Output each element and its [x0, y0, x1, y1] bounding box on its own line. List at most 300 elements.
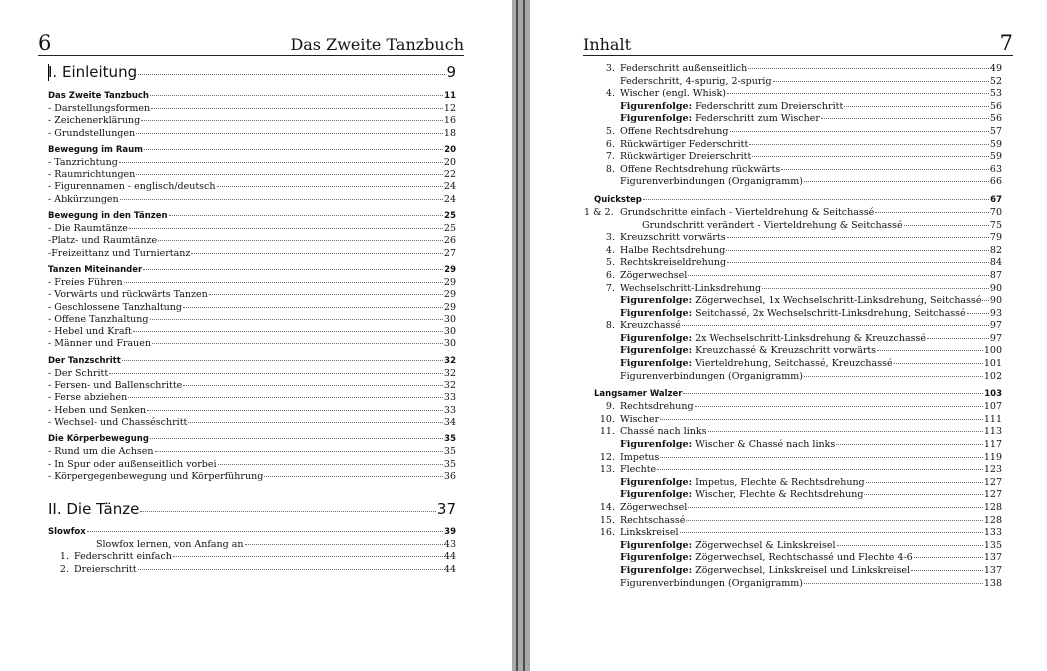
figurenfolge-label: Figurenfolge: — [620, 113, 693, 125]
toc-entry[interactable] — [594, 401, 1002, 414]
toc-page-number: 107 — [983, 401, 1002, 413]
toc-entry-title: Offene Rechtsdrehung rückwärts — [620, 163, 781, 175]
toc-entry[interactable] — [594, 502, 1002, 515]
toc-entry-number: 12. — [599, 451, 615, 463]
toc-entry[interactable] — [594, 308, 1002, 321]
right-page-number: 7 — [999, 31, 1013, 55]
toc-entry[interactable] — [594, 283, 1002, 296]
dot-leader — [837, 545, 983, 546]
toc-entry[interactable] — [594, 578, 1002, 591]
right-page-header — [583, 32, 1013, 54]
dot-leader — [151, 108, 443, 109]
toc-page-number: 90 — [989, 295, 1002, 307]
toc-entry-title: Dreierschritt — [74, 563, 137, 575]
dot-leader — [188, 422, 443, 423]
toc-entry-title: Kreuzschritt vorwärts — [620, 232, 726, 244]
toc-entry-title: Langsamer Walzer — [594, 389, 683, 400]
toc-page-number: 32 — [443, 367, 456, 379]
toc-entry-title: Rechtschassé — [620, 514, 686, 526]
figurenfolge-label: Figurenfolge: — [620, 307, 693, 319]
toc-page-number: 53 — [989, 88, 1002, 100]
toc-entry[interactable] — [48, 157, 456, 169]
toc-entry-text: Kreuzchassé & Kreuzschritt vorwärts — [692, 345, 877, 357]
toc-entry-title: - Heben und Senken — [48, 404, 147, 416]
toc-entry-title: - In Spur oder außenseitlich vorbei — [48, 458, 217, 470]
toc-entry-title: Rechtsdrehung — [620, 401, 694, 413]
toc-entry-title: - Abkürzungen — [48, 193, 119, 205]
dot-leader — [688, 275, 989, 276]
toc-page-number: 11 — [444, 91, 456, 101]
toc-chapter-entry[interactable] — [48, 433, 456, 446]
toc-entry[interactable] — [48, 194, 456, 206]
toc-entry-text: Zögerwechsel, Linkskreisel und Linkskreisel — [692, 564, 910, 576]
toc-entry[interactable] — [48, 103, 456, 115]
toc-entry[interactable] — [48, 115, 456, 127]
toc-page-number: 52 — [989, 75, 1002, 87]
toc-entry-title: Bewegung in den Tänzen — [48, 211, 168, 222]
toc-entry-title: Das Zweite Tanzbuch — [48, 91, 149, 101]
toc-entry-number: 1. — [59, 551, 69, 563]
toc-entry-title: - Der Schritt — [48, 367, 109, 379]
toc-entry-title: Wischer — [620, 413, 660, 425]
dot-leader — [683, 393, 983, 394]
toc-entry-title: Linkskreisel — [620, 527, 679, 539]
toc-entry[interactable] — [48, 380, 456, 392]
toc-entry-title: Offene Rechtsdrehung — [620, 125, 729, 137]
left-toc — [48, 60, 456, 576]
toc-entry-title — [620, 540, 836, 553]
toc-entry[interactable] — [594, 164, 1002, 177]
toc-chapter-entry[interactable] — [48, 144, 456, 157]
dot-leader — [804, 583, 983, 584]
dot-leader — [128, 397, 443, 398]
toc-page-number: 9 — [446, 63, 456, 81]
toc-chapter-entry[interactable] — [48, 210, 456, 223]
dot-leader — [217, 186, 443, 187]
toc-entry-text: Federschritt zum Dreierschritt — [692, 100, 844, 112]
toc-page-number: 35 — [443, 458, 456, 470]
toc-entry-title: - Offene Tanzhaltung — [48, 313, 149, 325]
toc-entry[interactable] — [594, 139, 1002, 152]
toc-entry-title: - Wechsel- und Chasséschritt — [48, 416, 188, 428]
toc-entry-number: 13. — [599, 464, 615, 476]
dot-leader — [136, 133, 443, 134]
toc-entry[interactable] — [594, 515, 1002, 528]
toc-page-number: 102 — [983, 370, 1002, 382]
dot-leader — [967, 313, 989, 314]
toc-page-number: 70 — [989, 206, 1002, 218]
toc-entry[interactable] — [48, 392, 456, 404]
dot-leader — [688, 507, 983, 508]
toc-page-number: 82 — [989, 244, 1002, 256]
toc-entry-title — [620, 333, 926, 346]
figurenfolge-label: Figurenfolge: — [620, 539, 693, 551]
toc-page-number: 25 — [443, 223, 456, 235]
toc-entry-title: - Darstellungsformen — [48, 103, 151, 114]
toc-entry[interactable] — [594, 414, 1002, 427]
toc-page-number: 39 — [444, 527, 456, 538]
toc-page-number: 35 — [443, 446, 456, 458]
dot-leader — [762, 288, 989, 289]
dot-leader — [682, 325, 989, 326]
toc-page-number: 12 — [443, 103, 456, 114]
dot-leader — [87, 531, 443, 532]
dot-leader — [183, 307, 443, 308]
dot-leader — [749, 144, 989, 145]
toc-entry[interactable] — [594, 76, 1002, 89]
toc-entry-number: 7. — [605, 151, 615, 163]
toc-entry[interactable] — [594, 88, 1002, 101]
toc-chapter-entry[interactable] — [48, 526, 456, 539]
toc-page-number: 35 — [444, 434, 456, 445]
toc-entry-number: 14. — [599, 502, 615, 513]
toc-entry[interactable] — [594, 101, 1002, 114]
toc-page-number: 111 — [983, 413, 1002, 425]
toc-entry-title: Impetus — [620, 451, 660, 463]
right-toc — [584, 63, 1002, 590]
toc-entry[interactable] — [594, 358, 1002, 371]
toc-chapter-entry[interactable] — [48, 264, 456, 277]
toc-page-number: 44 — [443, 563, 456, 575]
toc-entry[interactable] — [48, 338, 456, 350]
toc-page-number: 29 — [443, 289, 456, 301]
dot-leader — [752, 156, 989, 157]
toc-page-number: 75 — [989, 219, 1002, 231]
toc-entry-title: - Körpergegenbewegung und Körperführung — [48, 470, 264, 482]
toc-entry[interactable] — [594, 126, 1002, 139]
toc-page-number: 59 — [989, 138, 1002, 150]
toc-entry-title: - Figurennamen - englisch/deutsch — [48, 181, 216, 193]
toc-entry-number: 7. — [605, 282, 615, 294]
dot-leader — [191, 253, 443, 254]
toc-page-number: 26 — [443, 235, 456, 247]
toc-entry[interactable] — [594, 439, 1002, 452]
toc-entry[interactable] — [594, 527, 1002, 540]
toc-page-number: 20 — [443, 156, 456, 168]
toc-entry-title: Tanzen Miteinander — [48, 264, 143, 275]
toc-entry-title: - Fersen- und Ballenschritte — [48, 380, 183, 392]
toc-entry-title: Zögerwechsel — [620, 502, 688, 513]
toc-entry-title: I. Einleitung — [48, 63, 138, 81]
toc-entry[interactable] — [48, 446, 456, 458]
toc-page-number: 137 — [983, 552, 1002, 564]
toc-entry-text: Wischer & Chassé nach links — [692, 439, 836, 451]
toc-page-number: 87 — [989, 269, 1002, 281]
toc-page-number: 32 — [443, 380, 456, 392]
toc-entry[interactable] — [594, 371, 1002, 384]
toc-entry[interactable] — [594, 552, 1002, 565]
toc-entry[interactable] — [48, 551, 456, 563]
toc-entry-number: 9. — [605, 401, 615, 413]
toc-entry[interactable] — [48, 564, 456, 576]
toc-entry[interactable] — [594, 232, 1002, 245]
toc-entry-title: Federschritt außenseitlich — [620, 63, 748, 74]
toc-page-number: 30 — [443, 313, 456, 325]
dot-leader — [875, 212, 989, 213]
toc-page-number: 119 — [983, 451, 1002, 463]
toc-entry-title: II. Die Tänze — [48, 500, 140, 519]
dot-leader — [660, 457, 983, 458]
toc-chapter-entry[interactable] — [594, 194, 1002, 207]
toc-entry[interactable] — [594, 63, 1002, 76]
toc-entry-number: 2. — [59, 563, 69, 575]
toc-page-number: 133 — [983, 527, 1002, 539]
toc-page-number: 101 — [983, 358, 1002, 370]
toc-entry[interactable] — [594, 489, 1002, 502]
dot-leader — [727, 93, 989, 94]
toc-page-number: 44 — [443, 551, 456, 563]
toc-entry-title: Rückwärtiger Dreierschritt — [620, 151, 752, 163]
dot-leader — [141, 120, 443, 121]
toc-entry-title: Slowfox lernen, von Anfang an — [96, 539, 244, 551]
figurenfolge-label: Figurenfolge: — [620, 332, 693, 344]
gutter-divider-left — [516, 0, 518, 671]
toc-entry[interactable] — [48, 539, 456, 551]
toc-part-entry[interactable] — [48, 60, 456, 84]
toc-entry[interactable] — [48, 277, 456, 289]
left-header-rule — [38, 55, 464, 56]
toc-entry[interactable] — [584, 206, 1002, 220]
dot-leader — [727, 237, 989, 238]
dot-leader — [150, 319, 443, 320]
toc-entry[interactable] — [48, 326, 456, 338]
toc-entry[interactable] — [48, 405, 456, 417]
toc-entry-title: Wischer (engl. Whisk) — [620, 88, 726, 100]
toc-page-number: 34 — [443, 416, 456, 428]
toc-chapter-entry[interactable] — [48, 355, 456, 368]
toc-entry[interactable] — [594, 113, 1002, 126]
toc-entry[interactable] — [594, 565, 1002, 578]
toc-page-number: 24 — [443, 181, 456, 193]
dot-leader — [904, 225, 989, 226]
toc-page-number: 59 — [989, 151, 1002, 163]
toc-entry[interactable] — [48, 289, 456, 301]
toc-entry-title: Federschritt, 4-spurig, 2-spurig — [620, 75, 772, 87]
toc-page-number: 16 — [443, 115, 456, 127]
toc-page-number: 135 — [983, 539, 1002, 551]
toc-entry-title: Flechte — [620, 464, 657, 476]
toc-entry-number: 5. — [605, 257, 615, 269]
toc-page-number: 137 — [983, 564, 1002, 576]
toc-entry-title — [620, 308, 966, 321]
dot-leader — [773, 81, 989, 82]
toc-entry-title: - Raumrichtungen — [48, 169, 136, 181]
toc-entry[interactable] — [48, 235, 456, 247]
toc-page-number: 123 — [983, 464, 1002, 476]
toc-entry-text: Wischer, Flechte & Rechtsdrehung — [692, 489, 864, 501]
toc-page-number: 66 — [989, 176, 1002, 188]
toc-entry-number: 11. — [599, 426, 615, 438]
toc-page-number: 67 — [990, 194, 1002, 205]
toc-entry-title: Figurenverbindungen (Organigramm) — [620, 370, 803, 382]
toc-entry[interactable] — [594, 320, 1002, 333]
toc-page-number: 127 — [983, 489, 1002, 501]
dot-leader — [155, 451, 443, 452]
toc-entry[interactable] — [594, 345, 1002, 358]
dot-leader — [657, 469, 983, 470]
toc-entry[interactable] — [594, 270, 1002, 283]
toc-entry-title: Halbe Rechtsdrehung — [620, 244, 726, 256]
toc-entry-title — [620, 295, 981, 308]
toc-entry-title: Figurenverbindungen (Organigramm) — [620, 577, 803, 589]
toc-entry[interactable] — [594, 176, 1002, 189]
toc-entry-title: - Tanzrichtung — [48, 156, 118, 168]
toc-entry-text: Zögerwechsel, Rechtschassé und Flechte 4-6 — [692, 552, 913, 564]
toc-page-number: 128 — [983, 514, 1002, 526]
toc-page-number: 90 — [989, 282, 1002, 294]
toc-entry-title — [620, 113, 820, 126]
toc-page-number: 113 — [983, 426, 1002, 438]
dot-leader — [129, 228, 443, 229]
toc-page-number: 33 — [443, 392, 456, 404]
toc-entry-text: Impetus, Flechte & Rechtsdrehung — [692, 476, 865, 488]
toc-entry[interactable] — [48, 368, 456, 380]
dot-leader — [245, 544, 443, 545]
dot-leader — [183, 385, 443, 386]
toc-entry-number: 6. — [605, 269, 615, 281]
toc-entry[interactable] — [594, 245, 1002, 258]
toc-entry[interactable] — [48, 471, 456, 483]
toc-entry-title — [620, 101, 843, 114]
dot-leader — [144, 149, 443, 150]
toc-page-number: 103 — [984, 389, 1002, 400]
dot-leader — [982, 300, 988, 301]
toc-entry[interactable] — [594, 220, 1002, 233]
toc-entry-title: Die Körperbewegung — [48, 434, 149, 445]
dot-leader — [804, 181, 989, 182]
dot-leader — [686, 520, 982, 521]
toc-entry-text: Zögerwechsel, 1x Wechselschritt-Linksdrehung, Seitchassé — [692, 295, 982, 307]
left-page-number: 6 — [38, 31, 52, 55]
toc-entry-number: 4. — [605, 88, 615, 100]
dot-leader — [894, 363, 983, 364]
dot-leader — [158, 240, 443, 241]
toc-entry-title: - Geschlossene Tanzhaltung — [48, 301, 182, 313]
figurenfolge-label: Figurenfolge: — [620, 295, 693, 307]
toc-entry[interactable] — [594, 426, 1002, 439]
toc-entry[interactable] — [48, 417, 456, 429]
dot-leader — [120, 199, 443, 200]
dot-leader — [122, 360, 443, 361]
toc-entry-number: 3. — [605, 63, 615, 74]
toc-entry-title: Bewegung im Raum — [48, 144, 144, 155]
toc-entry[interactable] — [594, 333, 1002, 346]
toc-entry[interactable] — [48, 314, 456, 326]
toc-entry[interactable] — [48, 169, 456, 181]
dot-leader — [836, 444, 983, 445]
toc-entry[interactable] — [48, 302, 456, 314]
toc-chapter-entry[interactable] — [48, 90, 456, 103]
toc-entry[interactable] — [48, 128, 456, 140]
toc-page-number: 18 — [443, 127, 456, 139]
toc-entry[interactable] — [594, 477, 1002, 490]
dot-leader — [708, 431, 983, 432]
toc-page-number: 100 — [983, 345, 1002, 357]
toc-entry-text: Vierteldrehung, Seitchassé, Kreuzchassé — [692, 358, 893, 370]
toc-entry-number: 15. — [599, 514, 615, 526]
dot-leader — [147, 410, 443, 411]
toc-entry-title: Quickstep — [594, 194, 642, 205]
dot-leader — [781, 169, 989, 170]
toc-page-number: 93 — [989, 307, 1002, 319]
toc-entry-title: Grundschritte einfach - Vierteldrehung & Seitchassé — [620, 206, 875, 218]
toc-entry-title — [620, 565, 910, 578]
dot-leader — [748, 68, 989, 69]
dot-leader — [150, 438, 443, 439]
figurenfolge-label: Figurenfolge: — [620, 345, 693, 357]
toc-page-number: 33 — [443, 404, 456, 416]
toc-page-number: 56 — [989, 113, 1002, 125]
toc-entry-title: - Ferse abziehen — [48, 392, 128, 404]
dot-leader — [821, 118, 989, 119]
toc-entry-number: 16. — [599, 527, 615, 539]
figurenfolge-label: Figurenfolge: — [620, 439, 693, 451]
toc-page-number: 127 — [983, 476, 1002, 488]
toc-page-number: 27 — [443, 247, 456, 259]
toc-page-number: 37 — [436, 500, 456, 519]
toc-entry-title: Wechselschritt-Linksdrehung — [620, 282, 762, 294]
toc-entry-title: Der Tanzschritt — [48, 355, 121, 366]
toc-entry-title: - Zeichenerklärung — [48, 115, 141, 127]
toc-page-number: 138 — [983, 577, 1002, 589]
toc-page-number: 57 — [989, 125, 1002, 137]
dot-leader — [680, 532, 983, 533]
toc-entry-title: Slowfox — [48, 527, 86, 538]
toc-entry-number: 6. — [605, 138, 615, 150]
toc-entry-title: Chassé nach links — [620, 426, 707, 438]
gutter-divider-right — [523, 0, 525, 671]
toc-entry[interactable] — [594, 464, 1002, 477]
toc-part-entry[interactable] — [48, 497, 456, 521]
toc-entry-title: Federschritt einfach — [74, 551, 172, 563]
toc-page-number: 43 — [443, 539, 456, 551]
toc-entry-number: 4. — [605, 244, 615, 256]
toc-page-number: 49 — [989, 63, 1002, 74]
dot-leader — [866, 482, 983, 483]
dot-leader — [804, 376, 983, 377]
toc-page-number: 56 — [989, 100, 1002, 112]
toc-chapter-entry[interactable] — [594, 388, 1002, 401]
toc-entry[interactable] — [594, 540, 1002, 553]
toc-entry-text: Seitchassé, 2x Wechselschritt-Linksdrehung, Seitchassé — [692, 307, 966, 319]
toc-entry[interactable] — [594, 295, 1002, 308]
toc-entry[interactable] — [594, 257, 1002, 270]
toc-entry[interactable] — [48, 248, 456, 260]
dot-leader — [695, 406, 983, 407]
dot-leader — [209, 294, 443, 295]
figurenfolge-label: Figurenfolge: — [620, 564, 693, 576]
toc-entry-title — [620, 345, 876, 358]
left-page — [0, 0, 512, 671]
toc-entry-title: - Die Raumtänze — [48, 223, 128, 235]
dot-leader — [727, 262, 989, 263]
toc-entry-title: -Freizeittanz und Turniertanz — [48, 247, 191, 259]
dot-leader — [914, 557, 983, 558]
toc-page-number: 29 — [444, 264, 456, 275]
toc-page-number: 84 — [989, 257, 1002, 269]
toc-page-number: 29 — [443, 276, 456, 288]
toc-entry[interactable] — [594, 151, 1002, 164]
toc-entry[interactable] — [48, 459, 456, 471]
toc-page-number: 97 — [989, 320, 1002, 332]
dot-leader — [124, 282, 443, 283]
toc-page-number: 29 — [443, 301, 456, 313]
toc-entry-title: Figurenverbindungen (Organigramm) — [620, 176, 803, 188]
figurenfolge-label: Figurenfolge: — [620, 489, 693, 501]
toc-entry[interactable] — [48, 223, 456, 235]
toc-entry[interactable] — [48, 181, 456, 193]
toc-entry[interactable] — [594, 452, 1002, 465]
